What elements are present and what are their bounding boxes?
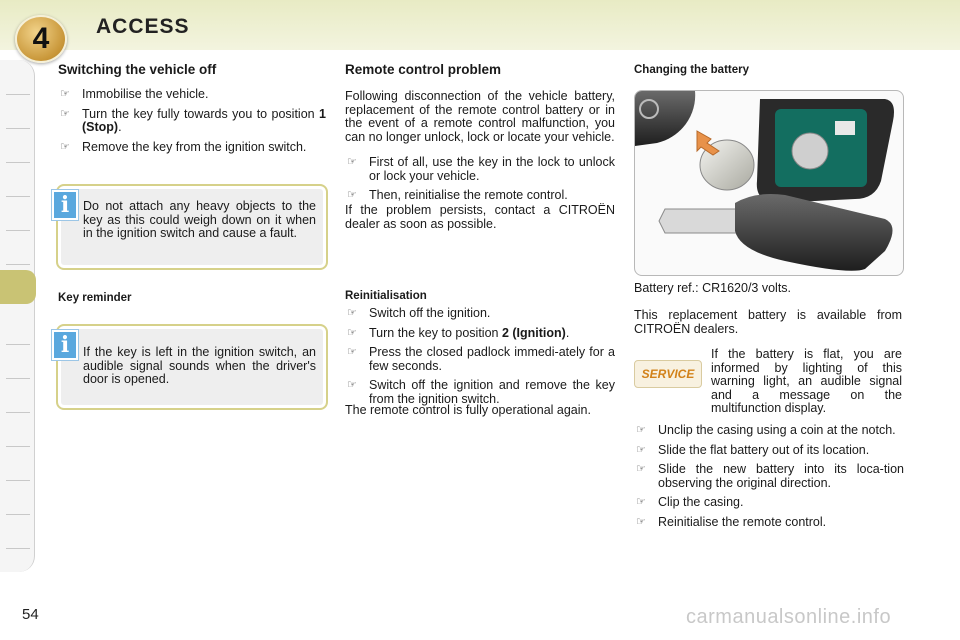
changing-battery-title: Changing the battery — [634, 64, 750, 76]
remote-intro: Following disconnection of the vehicle battery, replacement of the remote control battery or in the event of a remote control malfunction, you can no longer unlock, lock or locate your vehicle. — [345, 89, 615, 144]
list-item: ☞ Slide the new battery into its loca-tion observing the original direction. — [636, 462, 904, 490]
chapter-tab[interactable] — [6, 60, 30, 95]
pointing-hand-icon: ☞ — [60, 88, 70, 100]
page-number: 54 — [22, 606, 39, 623]
closed-remote-shape — [735, 194, 893, 271]
chapter-title: ACCESS — [96, 15, 190, 38]
info-box-key-reminder — [56, 324, 328, 410]
replacement-availability: This replacement battery is available from CITROËN dealers. — [634, 308, 902, 336]
chapter-tab[interactable] — [6, 412, 30, 447]
chapter-number-badge: 4 — [15, 15, 67, 63]
info-text: If the key is left in the ignition switch, an audible signal sounds when the driver's door is opened. — [83, 345, 316, 386]
chapter-tab-active[interactable] — [0, 270, 36, 304]
section-title-switching-off: Switching the vehicle off — [58, 62, 217, 77]
list-item: ☞ Clip the casing. — [636, 495, 744, 509]
pointing-hand-icon: ☞ — [636, 463, 646, 475]
chapter-tab[interactable] — [6, 514, 30, 549]
list-item: ☞ Reinitialise the remote control. — [636, 514, 827, 529]
pointing-hand-icon: ☞ — [636, 424, 646, 436]
list-item: ☞ Switch off the ignition. — [347, 306, 491, 320]
remote-key-battery-photo — [634, 90, 904, 276]
list-item: ☞ Then, reinitialise the remote control. — [347, 188, 568, 202]
list-item: ☞ Immobilise the vehicle. — [60, 87, 209, 101]
list-item: ☞ Remove the key from the ignition switch. — [60, 139, 307, 154]
chapter-tab[interactable] — [6, 378, 30, 413]
pointing-hand-icon: ☞ — [636, 443, 646, 456]
watermark: carmanualsonline.info — [686, 606, 892, 628]
battery-slot-shape — [792, 133, 828, 169]
pointing-hand-icon: ☞ — [347, 307, 357, 319]
chapter-tab[interactable] — [6, 310, 30, 345]
pointing-hand-icon: ☞ — [60, 140, 70, 153]
reinitialisation-result: The remote control is fully operational again. — [345, 403, 591, 417]
list-item: ☞ Switch off the ignition and remove the key from the ignition switch. — [347, 378, 615, 406]
service-warning-light-icon: SERVICE — [634, 360, 702, 388]
chapter-tab[interactable] — [6, 230, 30, 265]
flat-battery-warning: If the battery is flat, you are informed by lighting of this warning light, an audible signal and a message on the multifunction display. — [711, 347, 902, 415]
chip-shape — [835, 121, 855, 135]
battery-reference: Battery ref.: CR1620/3 volts. — [634, 281, 792, 295]
info-icon: i — [52, 330, 78, 360]
info-text: Do not attach any heavy objects to the key as this could weigh down on it when in the ignition switch and cause a fault. — [83, 199, 316, 240]
info-box-heavy-objects — [56, 184, 328, 270]
pointing-hand-icon: ☞ — [347, 326, 357, 339]
pointing-hand-icon: ☞ — [347, 189, 357, 201]
chapter-tab[interactable] — [6, 128, 30, 163]
chapter-tab-strip — [0, 60, 35, 572]
list-item: ☞ Turn the key fully towards you to position 1 (Stop). — [60, 106, 326, 134]
key-illustration — [635, 91, 903, 275]
chapter-tab[interactable] — [6, 446, 30, 481]
problem-persists-text: If the problem persists, contact a CITROËN dealer as soon as possible. — [345, 203, 615, 231]
battery-change-steps — [634, 424, 904, 535]
key-reminder-title: Key reminder — [58, 292, 132, 304]
list-item: ☞ Slide the flat battery out of its location. — [636, 442, 870, 457]
chapter-tab[interactable] — [6, 344, 30, 379]
pointing-hand-icon: ☞ — [347, 156, 357, 168]
section-title-remote-control: Remote control problem — [345, 62, 502, 77]
list-item: ☞ Press the closed padlock immedi-ately for a few seconds. — [347, 345, 615, 373]
switching-off-steps — [58, 88, 326, 160]
list-item: ☞ First of all, use the key in the lock to unlock or lock your vehicle. — [347, 155, 615, 183]
info-icon: i — [52, 190, 78, 220]
pointing-hand-icon: ☞ — [636, 515, 646, 528]
chapter-tab[interactable] — [6, 94, 30, 129]
list-item: ☞ Unclip the casing using a coin at the notch. — [636, 423, 896, 437]
pointing-hand-icon: ☞ — [347, 379, 357, 391]
reinitialisation-title: Reinitialisation — [345, 290, 427, 302]
list-item: ☞ Turn the key to position 2 (Ignition). — [347, 325, 570, 340]
pointing-hand-icon: ☞ — [60, 107, 70, 120]
chapter-tab[interactable] — [6, 162, 30, 197]
remote-steps — [345, 156, 615, 209]
pointing-hand-icon: ☞ — [347, 346, 357, 358]
pointing-hand-icon: ☞ — [636, 496, 646, 508]
chapter-tab[interactable] — [6, 196, 30, 231]
key-head-shape — [635, 91, 695, 146]
reinitialisation-steps — [345, 307, 615, 412]
chapter-tab[interactable] — [6, 480, 30, 515]
